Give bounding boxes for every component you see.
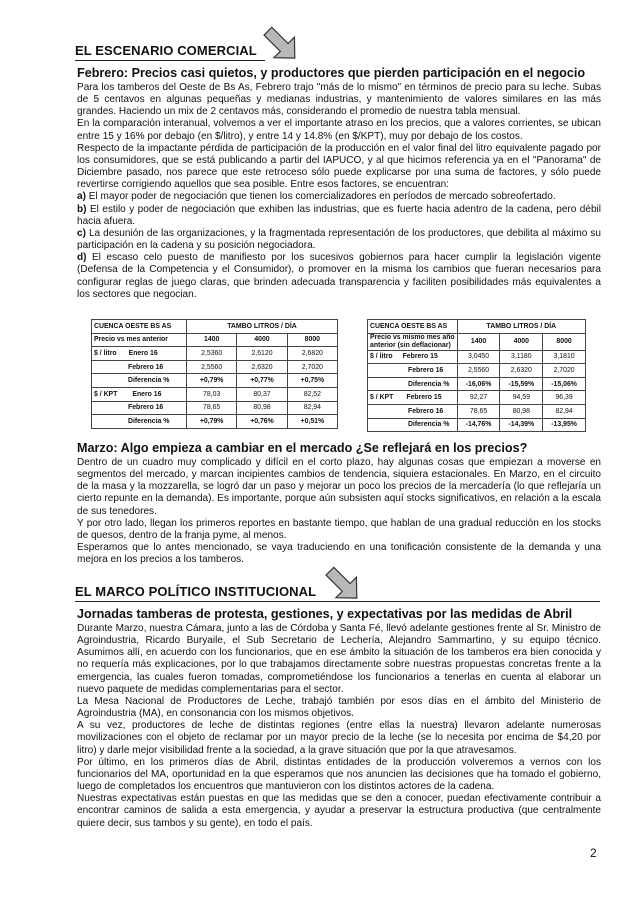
- section-title-marco-politico: EL MARCO POLÍTICO INSTITUCIONAL: [75, 584, 317, 599]
- row-label: Enero 16: [132, 390, 162, 398]
- table-cell: 78,03: [187, 387, 237, 401]
- table-cell: 80,37: [237, 387, 287, 401]
- paragraph: Respecto de la impactante pérdida de participación de la producción en el valor final del litro equivalente pagado por los consumidores, que se está publicando a partir del IAPUCO, y al que hicimos referencia ya en el "Panorama" de Diciembre pasado, nos parece que este retroceso sólo puede explicarse por una suma de factores, y sólo puede revertirse corrigiendo aquellos que sea posible. Entre esos factores, se encuentran:: [77, 142, 601, 191]
- paragraph: Esperamos que lo antes mencionado, se vaya traduciendo en una tonificación consistente de la demanda y una mejora en los precios a los tamberos.: [77, 542, 601, 566]
- table-group-header: TAMBO LITROS / DÍA: [187, 320, 338, 334]
- table-row: [368, 377, 586, 391]
- table-cell: +0,51%: [287, 415, 337, 429]
- table-cell: 94,59: [500, 391, 543, 405]
- row-label: Diferencia %: [92, 374, 187, 388]
- table-cell: 78,65: [457, 404, 500, 418]
- list-item: [77, 191, 601, 203]
- febrero-body: [77, 82, 601, 301]
- table-cell: 2,7020: [287, 360, 337, 374]
- list-item-label: a): [77, 191, 86, 203]
- row-label: Febrero 16: [92, 360, 187, 374]
- paragraph: Para los tamberos del Oeste de Bs As, Febrero trajo "más de lo mismo" en términos de precio para su leche. Subas de 5 centavos en algunas pequeñas y medianas industrias, y mantenimiento de valores similares en las más grandes. Haciendo un mix de 2 centavos más, considerando el promedio de nuestra tabla mensual.: [77, 82, 601, 118]
- paragraph: Y por otro lado, llegan los primeros reportes en bastante tiempo, que hablan de una gradual reducción en los stocks de quesos, dentro de la franja pyme, al menos.: [77, 517, 601, 541]
- row-label: Diferencia %: [92, 415, 187, 429]
- table-cell: -16,06%: [457, 377, 500, 391]
- table-cell: 82,52: [287, 387, 337, 401]
- table-cell: 2,6320: [500, 364, 543, 378]
- row-label: Febrero 16: [368, 364, 458, 378]
- table-cell: 2,5560: [457, 364, 500, 378]
- row-label: Enero 16: [128, 349, 158, 357]
- table-cell: 3,1180: [500, 350, 543, 364]
- table-cell: 2,6820: [287, 347, 337, 361]
- table-cell: 2,6320: [237, 360, 287, 374]
- table-row: [92, 347, 338, 361]
- table-subtitle: anterior (sin deflacionar): [370, 341, 451, 349]
- marzo-body: [77, 457, 601, 566]
- paragraph: Durante Marzo, nuestra Cámara, junto a las de Córdoba y Santa Fé, llevó adelante gestiones frente al Sr. Ministro de Agroindustria, Ricardo Buryaile, el Sub Secretario de Lechería, Alejandro Sammartino, y su equipo técnico. Asumimos allí, en acuerdo con los funcionarios, que en ese ámbito la situación de los tamberos era bien conocida y no requería más explicaciones, por lo que trabajamos directamente sobre nuestras propuestas concretas frente a la emergencia, las cuales fueron tomadas, comprometiéndose los funcionarios a tenerlas en cuenta al elaborar un nuevo paquete de medidas complementarias para el sector.: [77, 623, 601, 695]
- table-row: [92, 374, 338, 388]
- paragraph: Nuestras expectativas están puestas en que las medidas que se den a conocer, puedan efectivamente contribuir a encontrar caminos de salida a esta emergencia, y ayudar a preservar la estructura productiva (que centralmente quiere decir, sus tambos y su gente), en todo el país.: [77, 793, 601, 829]
- section-title-escenario-comercial: EL ESCENARIO COMERCIAL: [75, 43, 257, 58]
- table-cell: +0,76%: [237, 415, 287, 429]
- table-row: [368, 391, 586, 405]
- column-header: 8000: [287, 333, 337, 347]
- table-cell: +0,79%: [187, 415, 237, 429]
- paragraph: La Mesa Nacional de Productores de Leche, trabajó también por esos días en el ámbito del Ministerio de Agroindustria (MA), en consonancia con los mismos objetivos.: [77, 695, 601, 720]
- list-item: [77, 228, 601, 252]
- table-cell: 3,0450: [457, 350, 500, 364]
- table-row: [92, 387, 338, 401]
- price-table-yearly: [367, 319, 586, 432]
- list-item-text: El mayor poder de negociación que tienen los comercializadores en períodos de mercado sobreofertado.: [88, 191, 556, 203]
- table-cell: 78,65: [187, 401, 237, 415]
- list-item-label: b): [77, 203, 87, 215]
- table-cell: 2,7020: [543, 364, 586, 378]
- table-cell: -15,59%: [500, 377, 543, 391]
- list-item-label: d): [77, 252, 87, 264]
- list-item: [77, 204, 601, 228]
- row-label: Diferencia %: [368, 418, 458, 432]
- table-cell: -15,06%: [543, 377, 586, 391]
- table-cell: 2,6120: [237, 347, 287, 361]
- heading-jornadas: Jornadas tamberas de protesta, gestiones, y expectativas por las medidas de Abril: [77, 607, 573, 621]
- row-label: Febrero 15: [406, 394, 442, 402]
- table-cell: +0,75%: [287, 374, 337, 388]
- table-subtitle: Precio vs mes anterior: [92, 333, 187, 347]
- unit-label: $ / KPT: [94, 390, 118, 398]
- table-row: [92, 360, 338, 374]
- table-cell: 82,94: [287, 401, 337, 415]
- heading-marzo: Marzo: Algo empieza a cambiar en el mercado ¿Se reflejará en los precios?: [77, 441, 528, 455]
- table-cell: 2,5560: [187, 360, 237, 374]
- table-row: [92, 415, 338, 429]
- table-cell: -13,95%: [543, 418, 586, 432]
- arrow-icon: [318, 563, 362, 607]
- table-cell: 80,98: [237, 401, 287, 415]
- list-item-label: c): [77, 227, 86, 239]
- jornadas-body: [77, 623, 601, 830]
- column-header: 8000: [543, 333, 586, 350]
- unit-label: $ / litro: [94, 349, 117, 357]
- table-row: [368, 404, 586, 418]
- table-group-header: TAMBO LITROS / DÍA: [457, 320, 585, 334]
- table-row: [368, 418, 586, 432]
- table-cell: 92,27: [457, 391, 500, 405]
- table-cell: +0,77%: [237, 374, 287, 388]
- list-item: [77, 252, 601, 301]
- table-title: CUENCA OESTE BS AS: [368, 320, 458, 334]
- table-cell: +0,79%: [187, 374, 237, 388]
- row-label: Diferencia %: [368, 377, 458, 391]
- row-label: Febrero 16: [92, 401, 187, 415]
- list-item-text: La desunión de las organizaciones, y la fragmentada representación de los productores, que debilita al máximo su participación en la cadena y su posición negociadora.: [77, 227, 601, 252]
- table-row: [368, 350, 586, 364]
- price-table-monthly: [91, 319, 338, 429]
- table-cell: 2,5360: [187, 347, 237, 361]
- table-cell: 96,39: [543, 391, 586, 405]
- table-cell: -14,39%: [500, 418, 543, 432]
- list-item-text: El estilo y poder de negociación que exhiben las industrias, que es fuerte hacia adentro de la cadena, pero débil hacia afuera.: [77, 203, 602, 227]
- paragraph: A su vez, productores de leche de distintas regiones (entre ellas la nuestra) llevaron adelante numerosas movilizaciones con el objeto de reclamar por un mayor precio de la leche (se lo necesita por encima de $4,20 por litro) y darle mejor visibilidad frente a la sociedad, a la grave situación que por la que atravesamos.: [77, 720, 601, 756]
- table-cell: 80,98: [500, 404, 543, 418]
- paragraph: Dentro de un cuadro muy complicado y difícil en el corto plazo, hay algunas cosas que empiezan a moverse en segmentos del mercado, y marcan incipientes cambios de tendencia, siquiera estacionales. En Marzo, en el circuito de la masa y la mozzarella, se logró dar un paso y mejorar un poco los precios de la mercadería (lo que reflejaría un cierto repunte en la demanda). Es importante, porque aún subsisten aquí stocks significativos, en relación a la escala de sus tenedores.: [77, 457, 601, 517]
- paragraph: Por último, en los primeros días de Abril, distintas entidades de la producción volveremos a vernos con los funcionarios del MA, oportunidad en la que esperamos que nos anuncien las decisiones que ha tomado el gobierno, luego de completados los encuentros que mantuvieron con los distintos actores de la cadena.: [77, 756, 601, 793]
- column-header: 4000: [237, 333, 287, 347]
- heading-febrero: Febrero: Precios casi quietos, y productores que pierden participación en el negocio: [77, 66, 586, 80]
- table-row: [368, 364, 586, 378]
- list-item-text: El escaso celo puesto de manifiesto por los sucesivos gobiernos para hacer cumplir la legislación vigente (Defensa de la Competencia y el Consumidor), o promover en la misma los cambios que fueran necesarios para configurar reglas de juego claras, que brinden adecuada transparencia y faciliten posibilidades más equivalentes a los sectores que negocian.: [77, 252, 601, 300]
- column-header: 1400: [187, 333, 237, 347]
- unit-label: $ / KPT: [370, 394, 394, 402]
- row-label: Febrero 15: [402, 353, 438, 361]
- column-header: 4000: [500, 333, 543, 350]
- column-header: 1400: [457, 333, 500, 350]
- section-rule: [75, 60, 265, 61]
- unit-label: $ / litro: [370, 353, 393, 361]
- row-label: Febrero 16: [368, 404, 458, 418]
- table-cell: -14,76%: [457, 418, 500, 432]
- arrow-icon: [256, 23, 300, 67]
- table-cell: 3,1810: [543, 350, 586, 364]
- page-number: 2: [590, 846, 597, 860]
- paragraph: En la comparación interanual, volvemos a ver el importante atraso en los precios, que a valores corrientes, se ubican entre 15 y 16% por debajo (en $/litro), y entre 14 y 14.8% (en $/KPT), muy por debajo de los costos.: [77, 118, 601, 142]
- table-title: CUENCA OESTE BS AS: [92, 320, 187, 334]
- table-subtitle: Precio vs mismo mes año: [370, 333, 455, 341]
- table-cell: 82,94: [543, 404, 586, 418]
- table-row: [92, 401, 338, 415]
